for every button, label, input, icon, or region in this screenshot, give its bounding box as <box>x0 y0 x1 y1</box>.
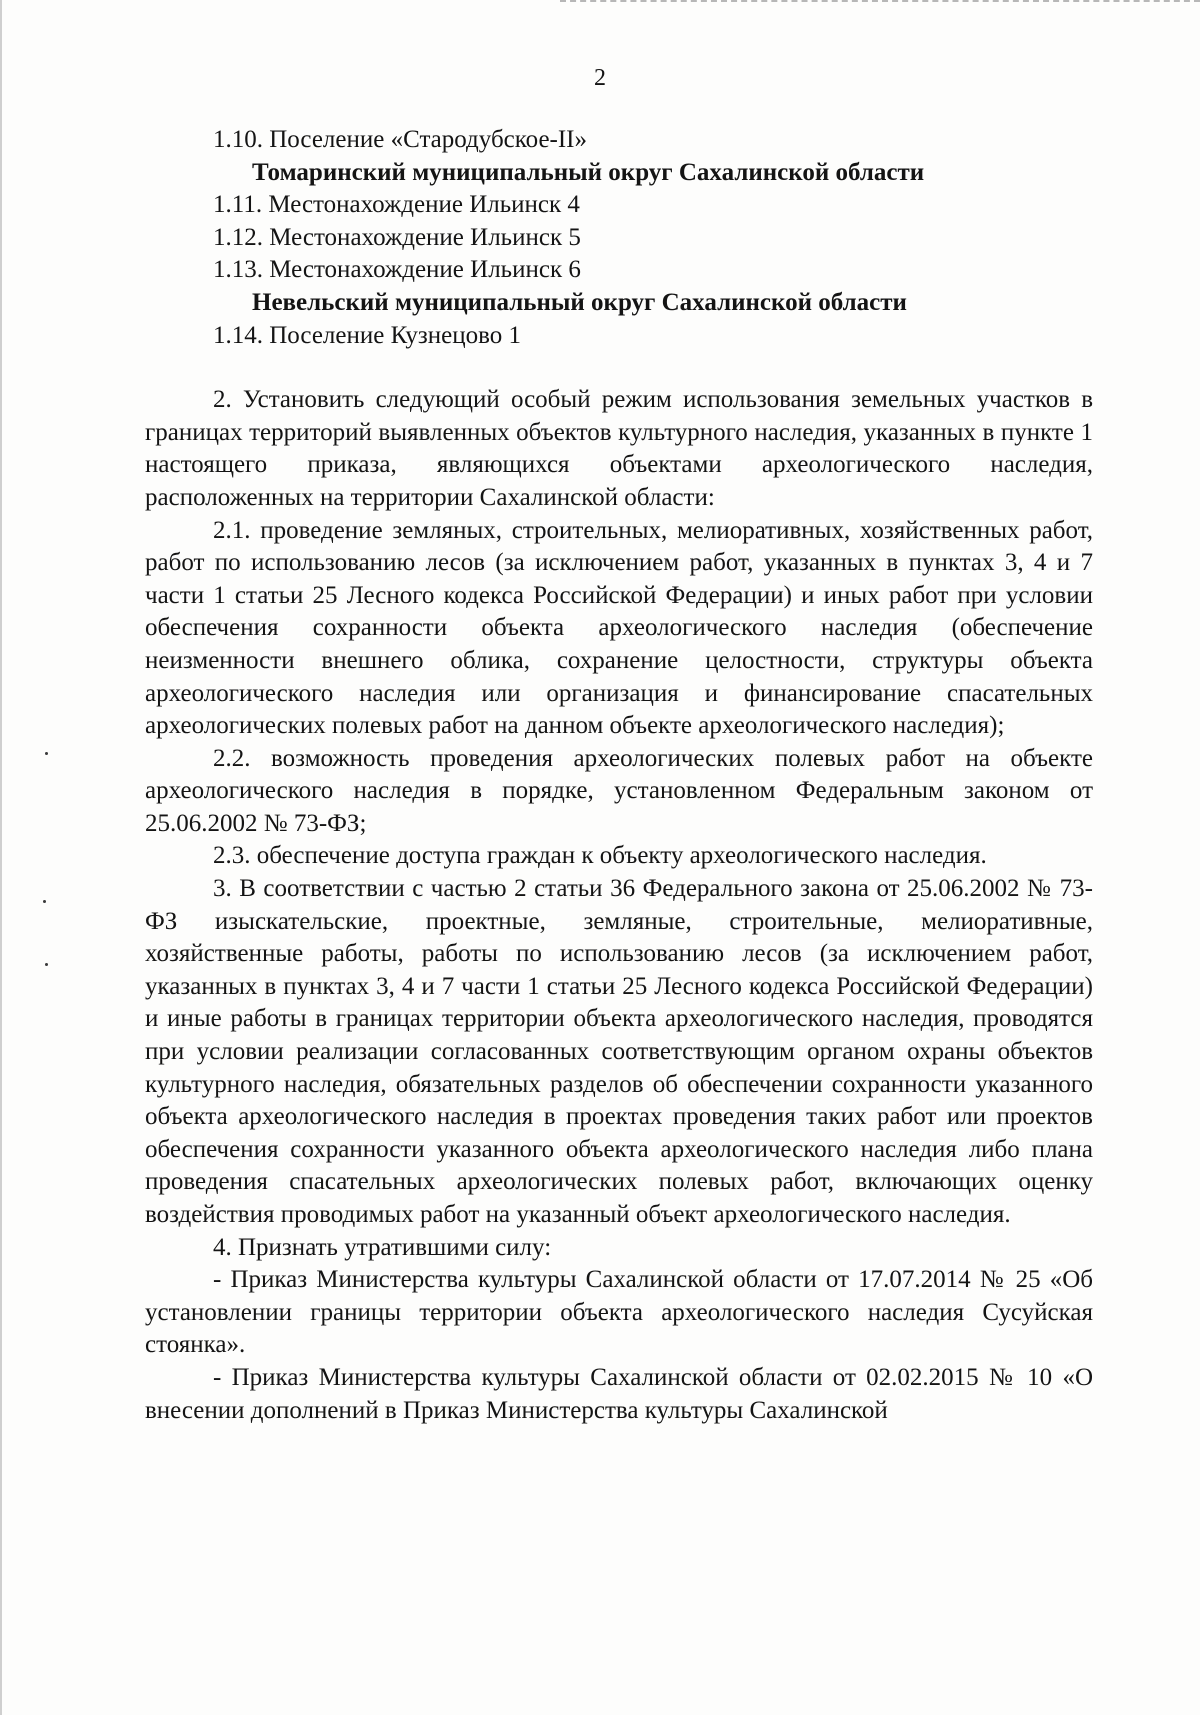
scan-speck <box>45 963 48 966</box>
paragraph-2-2: 2.2. возможность проведения археологических полевых работ на объекте археологического наследия в порядке, установленном Федеральным законом от 25.06.2002 № 73-ФЗ; <box>145 744 1093 837</box>
document-body <box>145 124 1093 1427</box>
paragraph-4: 4. Признать утратившими силу: <box>213 1233 552 1261</box>
list-item: 1.12. Местонахождение Ильинск 5 <box>213 223 581 251</box>
section-heading: Томаринский муниципальный округ Сахалинской области <box>252 158 925 186</box>
paragraph-4-item-2: - Приказ Министерства культуры Сахалинской области от 02.02.2015 № 10 «О внесении дополнений в Приказ Министерства культуры Сахалинской <box>145 1363 1093 1424</box>
list-item: 1.10. Поселение «Стародубское-II» <box>213 126 588 153</box>
scan-edge-left <box>0 0 2 1715</box>
list-item: 1.14. Поселение Кузнецово 1 <box>213 321 522 349</box>
list-item: 1.13. Местонахождение Ильинск 6 <box>213 256 581 284</box>
paragraph-2-1: 2.1. проведение земляных, строительных, мелиоративных, хозяйственных работ, работ по использованию лесов (за исключением работ, указанных в пунктах 3, 4 и 7 части 1 статьи 25 Лесного кодекса Российской Федерации) и иных работ при условии обеспечения сохранности объекта археологического наследия (обеспечение неизменности внешнего облика, сохранение целостности, структуры объекта археологического наследия или организация и финансирование спасательных археологических полевых работ на данном объекте археологического наследия); <box>145 516 1093 740</box>
page-number: 2 <box>594 65 606 91</box>
scan-speck <box>43 900 46 903</box>
paragraph-2-3: 2.3. обеспечение доступа граждан к объекту археологического наследия. <box>213 842 987 870</box>
paragraph-3: 3. В соответствии с частью 2 статьи 36 Федерального закона от 25.06.2002 № 73-ФЗ изыскательские, проектные, земляные, строительные, мелиоративные, хозяйственные работы, работы по использованию лесов (за исключением работ, указанных в пунктах 3, 4 и 7 части 1 статьи 25 Лесного кодекса Российской Федерации) и иные работы в границах территории объекта археологического наследия, проводятся при условии реализации согласованных соответствующим органом охраны объектов культурного наследия, обязательных разделов об обеспечении сохранности указанного объекта археологического наследия в проектах проведения таких работ или проектов обеспечения сохранности указанного объекта археологического наследия либо плана проведения спасательных археологических полевых работ, включающих оценку воздействия проводимых работ на указанный объект археологического наследия. <box>145 875 1093 1228</box>
list-item: 1.11. Местонахождение Ильинск 4 <box>213 191 580 219</box>
paragraph-gap <box>145 352 1093 384</box>
paragraph-2: 2. Установить следующий особый режим использования земельных участков в границах территорий выявленных объектов культурного наследия, указанных в пункте 1 настоящего приказа, являющихся объектами археологического наследия, расположенных на территории Сахалинской области: <box>145 386 1093 511</box>
scan-edge-top <box>560 0 1200 5</box>
scan-speck <box>45 752 48 755</box>
paragraph-4-item-1: - Приказ Министерства культуры Сахалинской области от 17.07.2014 № 25 «Об установлении границы территории объекта археологического наследия Сусуйская стоянка». <box>145 1266 1093 1359</box>
section-heading: Невельский муниципальный округ Сахалинской области <box>252 288 907 316</box>
